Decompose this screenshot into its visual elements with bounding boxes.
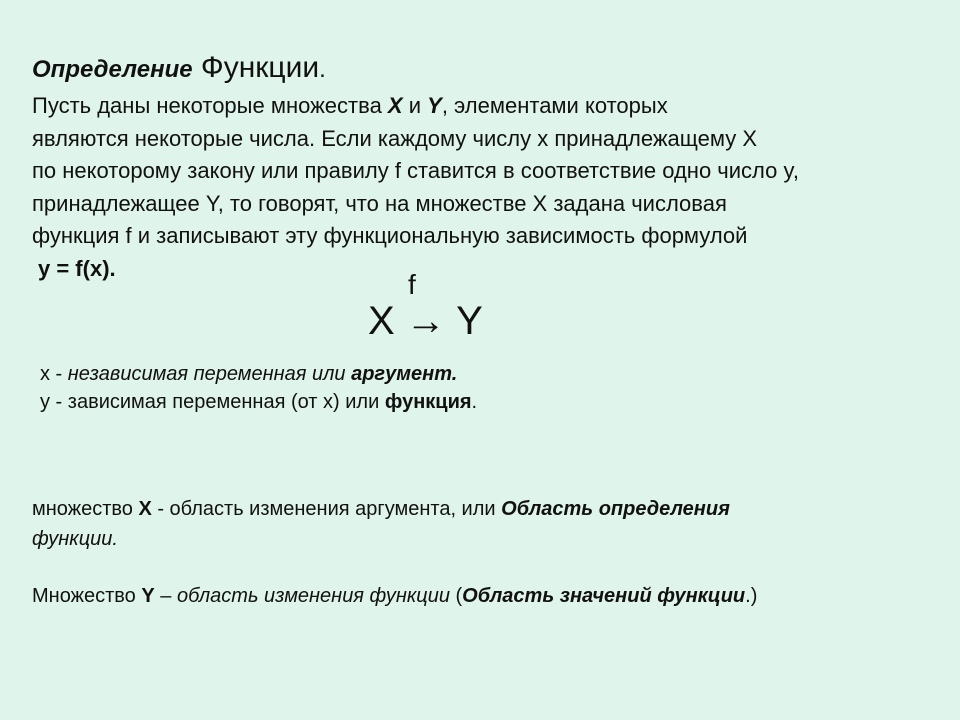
definition-line-5: функция f и записывают эту функциональную зависимость формулой (32, 223, 748, 248)
title-normal-part: Функции (192, 51, 320, 84)
domain-term: Область определения (501, 498, 730, 520)
variable-definitions (40, 360, 477, 416)
y-suffix: . (471, 391, 478, 413)
range-text: – (154, 585, 177, 607)
function-term: функция (384, 391, 472, 413)
domain-line-1 (32, 494, 932, 524)
definition-text: Пусть даны некоторые множества (32, 93, 388, 118)
range-text: Множество (32, 585, 142, 607)
y-prefix: y - зависимая переменная (от x) или (40, 391, 385, 413)
range-definition (32, 581, 757, 611)
definition-line-2: являются некоторые числа. Если каждому числу x принадлежащему X (32, 125, 758, 151)
range-italic-text: область изменения функции (176, 585, 450, 607)
definition-line-4: принадлежащее Y, то говорят, что на множестве X задана числовая (32, 190, 727, 216)
domain-text: множество (32, 498, 139, 520)
definition-text: , элементами которых (441, 93, 668, 118)
definition-paragraph (32, 90, 952, 285)
set-y-symbol: Y (427, 93, 442, 118)
domain-line-2: функции. (32, 528, 118, 550)
title-bold-part: Определение (32, 56, 193, 83)
set-x-symbol: X (387, 93, 403, 118)
range-text: ( (449, 585, 463, 607)
domain-text: - область изменения аргумента, или (151, 498, 502, 520)
argument-term: аргумент. (351, 363, 458, 385)
definition-text: и (402, 93, 428, 118)
range-term: Область значений функции (462, 585, 746, 607)
definition-line-1 (32, 90, 952, 123)
mapping-f-label: f (408, 269, 416, 300)
range-set-y: Y (141, 585, 155, 607)
mapping-expression: X → Y (368, 299, 483, 343)
slide-title (32, 52, 326, 86)
domain-definition (32, 494, 932, 554)
x-italic-text: независимая переменная или (67, 363, 352, 385)
x-definition (40, 360, 477, 388)
range-text: .) (745, 585, 758, 607)
formula: y = f(x). (38, 255, 116, 281)
domain-set-x: X (138, 498, 152, 520)
x-prefix: x - (40, 363, 68, 385)
title-dot: . (319, 56, 326, 83)
y-definition (40, 388, 477, 416)
definition-line-3: по некоторому закону или правилу f ставится в соответствие одно число y, (32, 158, 799, 183)
mapping-diagram (368, 270, 508, 350)
